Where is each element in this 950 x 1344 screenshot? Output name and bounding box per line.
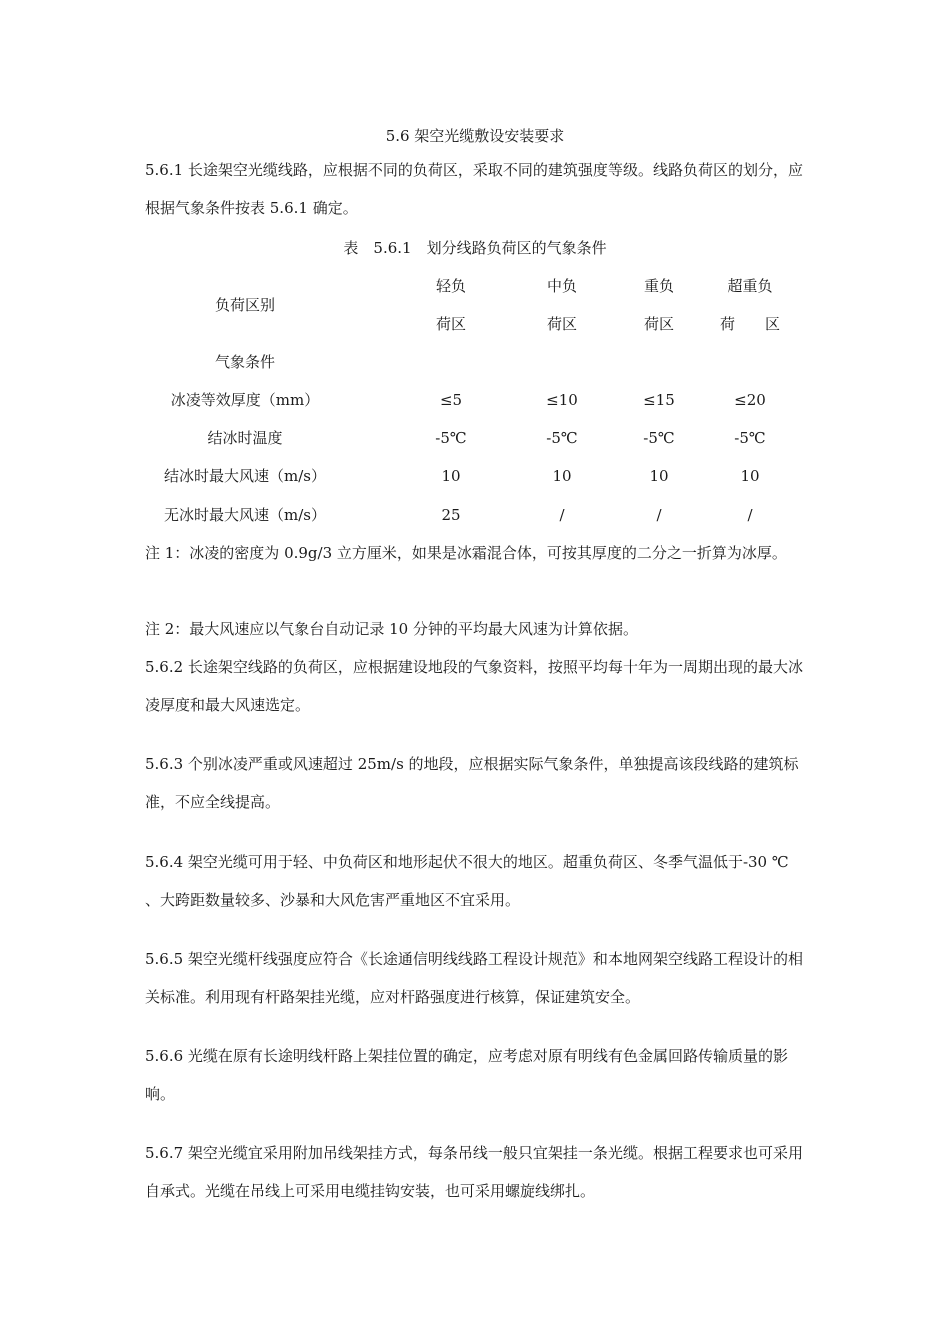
table-cell: 25 (441, 506, 461, 524)
col-header-heavy-2: 荷区 (643, 315, 674, 333)
col-header-medium-2: 荷区 (546, 315, 577, 333)
table-cell: 10 (552, 467, 572, 485)
table-cell: / (656, 506, 662, 524)
table-cell: 10 (740, 467, 760, 485)
table-caption: 表 5.6.1 划分线路负荷区的气象条件 (343, 239, 607, 257)
col-header-medium-1: 中负 (546, 277, 577, 295)
row-label-ice-thickness: 冰凌等效厚度（mm） (170, 391, 320, 409)
table-cell: ≤10 (546, 391, 578, 409)
row-header-weather: 气象条件 (214, 353, 275, 371)
table-cell: ≤5 (439, 391, 463, 409)
table-cell: 10 (441, 467, 461, 485)
paragraph-5-6-5: 5.6.5 架空光缆杆线强度应符合《长途通信明线线路工程设计规范》和本地网架空线路工程设计的相关标准。利用现有杆路架挂光缆，应对杆路强度进行核算，保证建筑安全。 (145, 950, 803, 1006)
col-header-heavy-1: 重负 (643, 277, 674, 295)
note-2: 注 2：最大风速应以气象台自动记录 10 分钟的平均最大风速为计算依据。 (145, 620, 638, 638)
row-header-load-zone: 负荷区别 (214, 296, 275, 314)
table-cell: -5℃ (546, 429, 578, 447)
table-cell: -5℃ (435, 429, 467, 447)
table-cell: -5℃ (643, 429, 675, 447)
table-cell: -5℃ (734, 429, 766, 447)
table-cell: ≤20 (734, 391, 766, 409)
paragraph-5-6-2: 5.6.2 长途架空线路的负荷区，应根据建设地段的气象资料，按照平均每十年为一周期出现的最大冰凌厚度和最大风速选定。 (145, 658, 803, 714)
paragraph-5-6-7: 5.6.7 架空光缆宜采用附加吊线架挂方式，每条吊线一般只宜架挂一条光缆。根据工程要求也可采用自承式。光缆在吊线上可采用电缆挂钩安装，也可采用螺旋线绑扎。 (145, 1144, 803, 1200)
table-cell: ≤15 (643, 391, 675, 409)
paragraph-5-6-6: 5.6.6 光缆在原有长途明线杆路上架挂位置的确定，应考虑对原有明线有色金属回路传输质量的影响。 (145, 1047, 788, 1103)
row-label-icing-max-wind: 结冰时最大风速（m/s） (164, 467, 326, 485)
col-header-light-2: 荷区 (435, 315, 466, 333)
col-header-extra-heavy-1: 超重负 (727, 277, 773, 295)
paragraph-5-6-4: 5.6.4 架空光缆可用于轻、中负荷区和地形起伏不很大的地区。超重负荷区、冬季气温低于-30 ℃ 、大跨距数量较多、沙暴和大风危害严重地区不宜采用。 (145, 853, 789, 909)
col-header-light-1: 轻负 (435, 277, 466, 295)
note-1: 注 1：冰凌的密度为 0.9g/3 立方厘米，如果是冰霜混合体，可按其厚度的二分之一折算为冰厚。 (145, 544, 787, 562)
row-label-no-ice-max-wind: 无冰时最大风速（m/s） (164, 506, 326, 524)
col-header-extra-heavy-2: 荷 区 (719, 315, 781, 333)
table-cell: / (747, 506, 753, 524)
table-cell: / (559, 506, 565, 524)
row-label-icing-temperature: 结冰时温度 (207, 429, 283, 447)
paragraph-5-6-1: 5.6.1 长途架空光缆线路，应根据不同的负荷区，采取不同的建筑强度等级。线路负荷区的划分，应根据气象条件按表 5.6.1 确定。 (145, 161, 803, 217)
table-cell: 10 (649, 467, 669, 485)
paragraph-5-6-3: 5.6.3 个别冰凌严重或风速超过 25m/s 的地段，应根据实际气象条件，单独提高该段线路的建筑标准，不应全线提高。 (145, 755, 799, 811)
section-heading: 5.6 架空光缆敷设安装要求 (385, 127, 565, 145)
